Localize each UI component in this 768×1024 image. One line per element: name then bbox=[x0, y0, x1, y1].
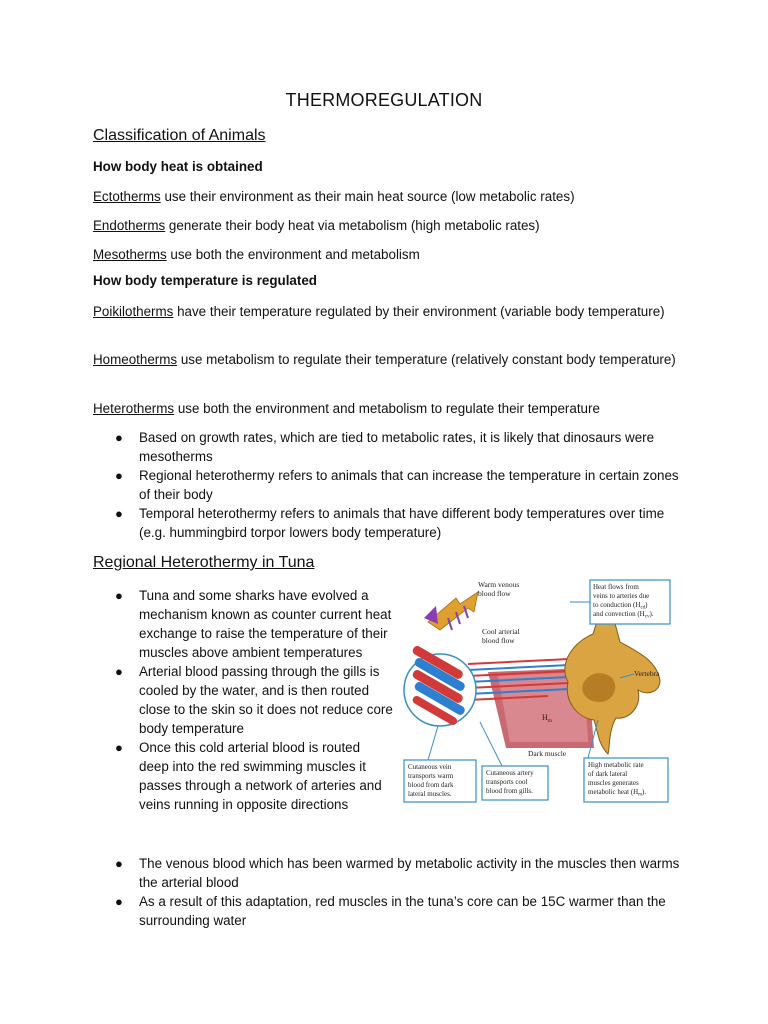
list-item-text: As a result of this adaptation, red muscles in the tuna’s core can be 15C warmer than the surrounding water bbox=[139, 894, 666, 928]
dark-muscle-label: Dark muscle bbox=[528, 749, 567, 758]
list-item bbox=[93, 466, 683, 504]
hm-label: $H_m$ bbox=[542, 713, 553, 724]
definition-text: use metabolism to regulate their temperature (relatively constant body temperature) bbox=[177, 352, 676, 367]
list-item-text: Arterial blood passing through the gills is cooled by the water, and is then routed close to the skin so it does not reduce core body temperature bbox=[139, 664, 393, 736]
definition-ectotherms bbox=[93, 187, 683, 206]
section-heading-tuna: Regional Heterothermy in Tuna bbox=[93, 554, 315, 571]
list-item-text: Based on growth rates, which are tied to metabolic rates, it is likely that dinosaurs were mesotherms bbox=[139, 430, 655, 464]
term-ectotherms: Ectotherms bbox=[93, 189, 161, 204]
bullet-icon: ● bbox=[115, 664, 123, 679]
list-item bbox=[93, 738, 393, 814]
bullet-icon: ● bbox=[115, 506, 123, 521]
page-title: THERMOREGULATION bbox=[285, 90, 483, 110]
bullet-icon: ● bbox=[115, 740, 123, 755]
list-item bbox=[93, 892, 683, 930]
subheading-heat-obtained: How body heat is obtained bbox=[93, 159, 263, 174]
definition-poikilotherms bbox=[93, 302, 683, 321]
term-poikilotherms: Poikilotherms bbox=[93, 304, 174, 319]
definition-text: generate their body heat via metabolism (high metabolic rates) bbox=[165, 218, 540, 233]
definition-text: use both the environment and metabolism bbox=[166, 247, 420, 262]
cutaneous-artery-text: Cutaneous artery transports cool blood from gills. bbox=[486, 769, 534, 795]
subheading-temp-regulated: How body temperature is regulated bbox=[93, 273, 317, 288]
section-heading-classification: Classification of Animals bbox=[93, 127, 266, 144]
list-item-text: Tuna and some sharks have evolved a mechanism known as counter current heat exchange to raise the temperature of their muscles above ambient temperatures bbox=[139, 588, 392, 660]
bullet-list-tuna-narrow bbox=[93, 586, 393, 814]
bullet-list-tuna-wide bbox=[93, 854, 683, 930]
bullet-icon: ● bbox=[115, 894, 123, 909]
definition-text: use both the environment and metabolism to regulate their temperature bbox=[174, 401, 600, 416]
heat-flow-text: Heat flows from veins to arteries due to conduction $(H_{cd})$ and convection $(H_{cv})$. bbox=[593, 583, 654, 620]
term-endotherms: Endotherms bbox=[93, 218, 166, 233]
warm-flow-label: Warm venous blood flow bbox=[478, 580, 520, 598]
definition-text: use their environment as their main heat source (low metabolic rates) bbox=[160, 189, 575, 204]
definition-text: have their temperature regulated by their environment (variable body temperature) bbox=[173, 304, 665, 319]
list-item-text: Regional heterothermy refers to animals that can increase the temperature in certain zones of their body bbox=[139, 468, 679, 502]
flow-arrows bbox=[424, 592, 478, 630]
list-item-text: Once this cold arterial blood is routed deep into the red swimming muscles it passes through a network of arteries and veins running in opposite directions bbox=[139, 740, 382, 812]
list-item bbox=[93, 504, 683, 542]
cool-flow-label: Cool arterial blood flow bbox=[482, 627, 520, 645]
bullet-icon: ● bbox=[115, 468, 123, 483]
term-heterotherms: Heterotherms bbox=[93, 401, 175, 416]
definition-heterotherms bbox=[93, 399, 683, 418]
definition-mesotherms bbox=[93, 245, 683, 264]
cutaneous-vein-text: Cutaneous vein transports warm blood from dark lateral muscles. bbox=[408, 763, 454, 798]
vertebra-label: Vertebra bbox=[634, 669, 660, 678]
bullet-list-heterothermy bbox=[93, 428, 683, 542]
list-item bbox=[93, 854, 683, 892]
list-item bbox=[93, 428, 683, 466]
bullet-icon: ● bbox=[115, 856, 123, 871]
list-item-text: The venous blood which has been warmed by metabolic activity in the muscles then warms the arterial blood bbox=[139, 856, 680, 890]
metabolic-rate-text: High metabolic rate of dark lateral muscles generates metabolic heat $(H_m)$. bbox=[588, 761, 647, 798]
list-item bbox=[93, 662, 393, 738]
list-item bbox=[93, 586, 393, 662]
definition-homeotherms bbox=[93, 350, 683, 369]
tuna-heat-exchange-figure bbox=[398, 572, 674, 808]
bullet-icon: ● bbox=[115, 430, 123, 445]
bullet-icon: ● bbox=[115, 588, 123, 603]
definition-endotherms bbox=[93, 216, 683, 235]
list-item-text: Temporal heterothermy refers to animals that have different body temperatures over time (e.g. hummingbird torpor lowers body temperature) bbox=[139, 506, 665, 540]
term-homeotherms: Homeotherms bbox=[93, 352, 178, 367]
term-mesotherms: Mesotherms bbox=[93, 247, 167, 262]
